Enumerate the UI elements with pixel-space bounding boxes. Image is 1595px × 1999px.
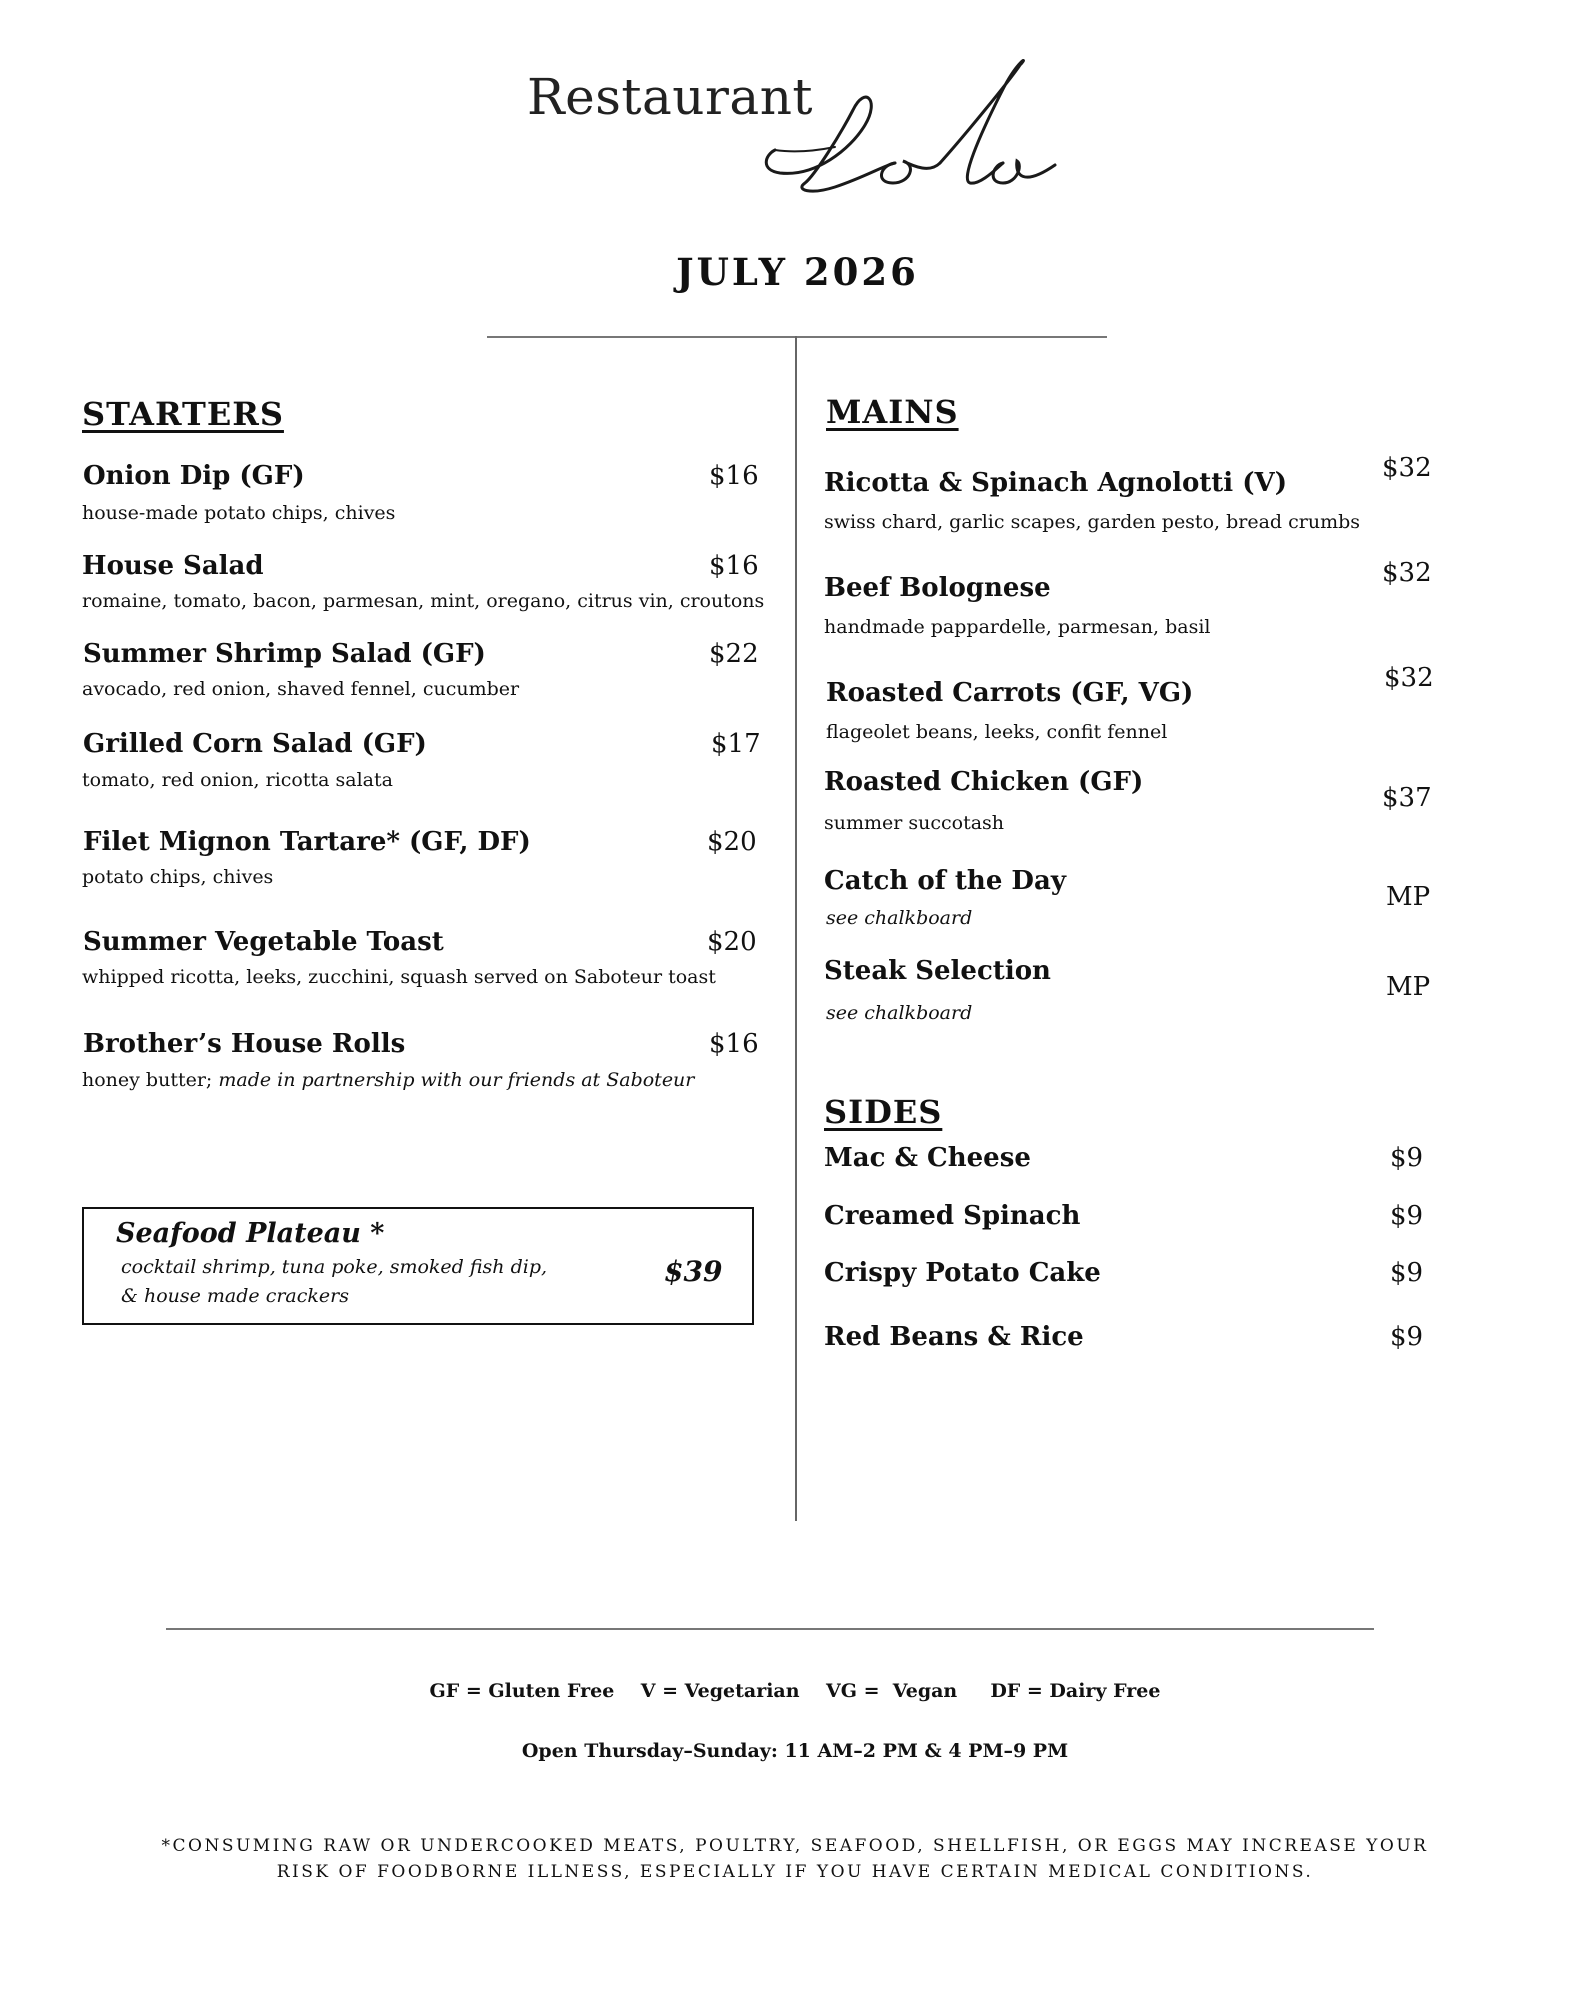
seafood-plateau-name: Seafood Plateau * (116, 1218, 385, 1249)
starters-heading: STARTERS (82, 395, 284, 433)
starter-price: $16 (709, 551, 759, 581)
mains-heading: MAINS (826, 393, 959, 431)
starter-desc-plain: honey butter; (82, 1069, 213, 1091)
logo-wordmark: Restaurant (527, 68, 814, 126)
starter-desc-italic: made in partnership with our friends at Saboteur (218, 1069, 695, 1091)
main-price: $32 (1382, 558, 1432, 588)
disclaimer-line-2: RISK OF FOODBORNE ILLNESS, ESPECIALLY IF YOU HAVE CERTAIN MEDICAL CONDITIONS. (276, 1862, 1314, 1882)
main-name: Ricotta & Spinach Agnolotti (V) (824, 468, 1288, 498)
main-desc: flageolet beans, leeks, confit fennel (826, 721, 1168, 743)
starter-price: $17 (711, 729, 761, 759)
starter-price: $20 (707, 827, 757, 857)
starter-name: Summer Vegetable Toast (83, 927, 444, 957)
starter-desc: house-made potato chips, chives (82, 502, 396, 524)
starter-desc: whipped ricotta, leeks, zucchini, squash served on Saboteur toast (82, 966, 716, 988)
side-price: $9 (1390, 1143, 1424, 1173)
starter-name: Onion Dip (GF) (83, 461, 305, 491)
starter-desc: romaine, tomato, bacon, parmesan, mint, oregano, citrus vin, croutons (82, 590, 765, 612)
starter-desc: avocado, red onion, shaved fennel, cucumber (82, 678, 520, 700)
starter-price: $20 (707, 927, 757, 957)
starter-name: Brother’s House Rolls (83, 1029, 406, 1059)
seafood-plateau-desc-line1: cocktail shrimp, tuna poke, smoked fish dip, (121, 1256, 548, 1278)
main-desc: see chalkboard (826, 907, 973, 929)
starter-desc: potato chips, chives (82, 866, 274, 888)
seafood-plateau-price: $39 (664, 1255, 723, 1288)
starter-name: Grilled Corn Salad (GF) (83, 729, 427, 759)
sides-heading: SIDES (824, 1093, 943, 1131)
dietary-legend: GF = Gluten Free V = Vegetarian VG = Vegan DF = Dairy Free (429, 1680, 1161, 1702)
column-divider (795, 336, 797, 1521)
main-desc: summer succotash (824, 812, 1005, 834)
side-price: $9 (1390, 1322, 1424, 1352)
bottom-divider (166, 1628, 1374, 1630)
side-name: Mac & Cheese (824, 1143, 1031, 1173)
main-desc: swiss chard, garlic scapes, garden pesto, bread crumbs (824, 511, 1360, 533)
main-name: Catch of the Day (824, 866, 1066, 896)
opening-hours: Open Thursday–Sunday: 11 AM–2 PM & 4 PM–9 PM (521, 1740, 1069, 1762)
seafood-plateau-desc-line2: & house made crackers (121, 1285, 349, 1307)
side-price: $9 (1390, 1258, 1424, 1288)
food-safety-disclaimer (160, 1833, 1430, 1885)
side-name: Crispy Potato Cake (824, 1258, 1101, 1288)
side-name: Red Beans & Rice (824, 1322, 1084, 1352)
main-name: Roasted Carrots (GF, VG) (826, 678, 1194, 708)
disclaimer-line-1: *CONSUMING RAW OR UNDERCOOKED MEATS, POULTRY, SEAFOOD, SHELLFISH, OR EGGS MAY INCREASE YOUR (161, 1836, 1429, 1856)
top-divider (487, 336, 1107, 338)
main-price: $37 (1382, 783, 1432, 813)
main-price: MP (1386, 972, 1431, 1002)
main-name: Beef Bolognese (824, 573, 1051, 603)
main-price: $32 (1382, 453, 1432, 483)
main-desc: handmade pappardelle, parmesan, basil (824, 616, 1211, 638)
svg-text:Lola: Lola (755, 40, 790, 59)
main-price: $32 (1384, 663, 1434, 693)
side-name: Creamed Spinach (824, 1201, 1081, 1231)
main-desc: see chalkboard (826, 1002, 973, 1024)
starter-name: Filet Mignon Tartare* (GF, DF) (83, 827, 531, 857)
starter-price: $16 (709, 1029, 759, 1059)
main-price: MP (1386, 882, 1431, 912)
side-price: $9 (1390, 1201, 1424, 1231)
menu-month: JULY 2026 (676, 250, 919, 294)
main-name: Steak Selection (824, 956, 1051, 986)
starter-desc (82, 1069, 694, 1091)
starter-price: $22 (709, 639, 759, 669)
logo-script-lola (755, 40, 1065, 205)
main-name: Roasted Chicken (GF) (824, 767, 1144, 797)
starter-name: House Salad (82, 551, 264, 581)
starter-name: Summer Shrimp Salad (GF) (83, 639, 486, 669)
starter-desc: tomato, red onion, ricotta salata (82, 769, 393, 791)
starter-price: $16 (709, 461, 759, 491)
